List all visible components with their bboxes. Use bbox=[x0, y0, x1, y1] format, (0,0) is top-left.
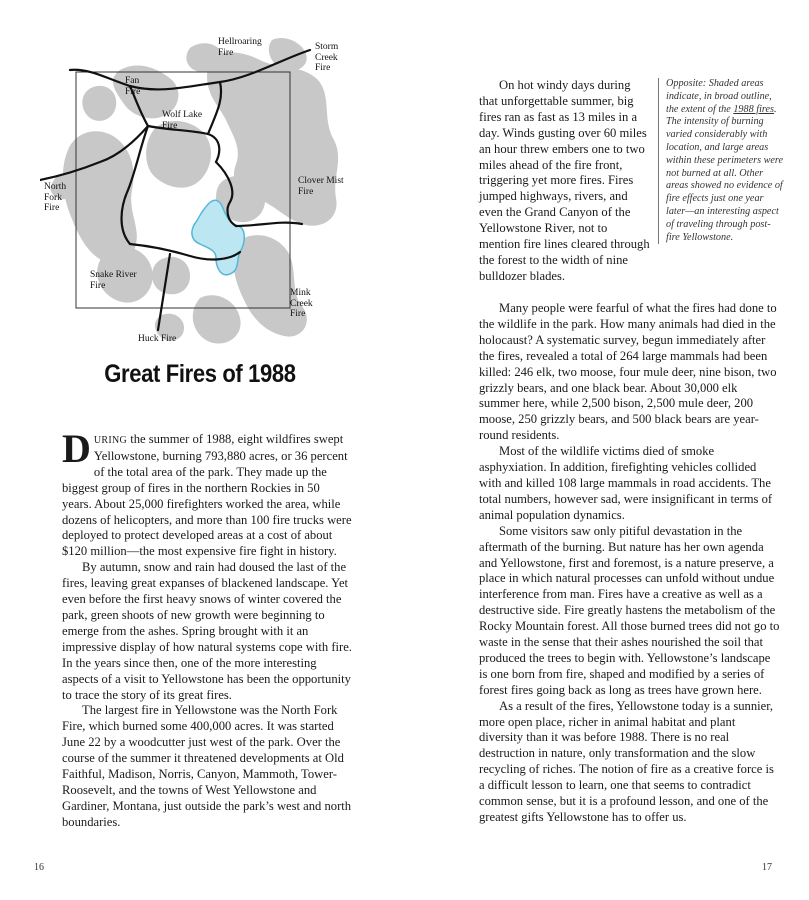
right-paragraph-5: As a result of the fires, Yellowstone today is a sunnier, more open place, richer in animal habitat and plant diversity than it was before 1988. There is no real destruction in nature, only transformation and the slow recycling of riches. The notion of fire as a creative force is a difficult lesson to learn, one that seems to contradict common sense, but it is a profound lesson, and one of the greatest gifts Yellowstone has to offer us. bbox=[479, 698, 774, 824]
caption-underlined: 1988 fires bbox=[733, 103, 774, 115]
label-storm-creek-fire: Storm Creek Fire bbox=[315, 42, 339, 73]
right-paragraph-4: Some visitors saw only pitiful devastation in the aftermath of the burning. But nature has her own agenda and Yellowstone, first and foremost, is a nature preserve, a place in which natural processes can unfold without undue interference from man. Fires have a creative as well as a destructive side. Fire greatly hastens the metabolism of the Rocky Mountain forest. All those burned trees did not go to waste in the sense that their ashes nourished the soil that produced the trees to begin with. Yellowstone’s landscape is one born from fire, shaped and modified by a series of forest fires going back as long as trees have grown here. bbox=[479, 523, 780, 697]
caption-suffix: . The intensity of burning varied considerably with location, and large areas within these perimeters were not burned at all. Other areas showed no evidence of fire effects just one year later—an interesting aspect of traveling through post-fire Yellowstone. bbox=[666, 103, 784, 243]
smallcaps-lead: URING bbox=[93, 435, 128, 446]
label-mink-creek-fire: Mink Creek Fire bbox=[290, 288, 313, 319]
label-wolf-lake-fire: Wolf Lake Fire bbox=[162, 110, 203, 131]
right-paragraph-3: Most of the wildlife victims died of smoke asphyxiation. In addition, firefighting vehicles collided with and killed 108 large mammals in road accidents. The total numbers, however sad, were insignificant in terms of animal population dynamics. bbox=[479, 444, 773, 522]
label-huck-fire: Huck Fire bbox=[138, 334, 177, 344]
right-paragraph-2: Many people were fearful of what the fires had done to the wildlife in the park. How many animals had died in the holocaust? A systematic survey, begun immediately after the fires, revealed a total of 264 large mammals had been killed: 246 elk, two moose, four mule deer, nine bison, two grizzly bears, and one black bear. About 30,000 elk summer here, while 2,500 bison, 2,500 mule deer, 200 moose, 250 grizzly bears, and 500 black bears are year-round residents. bbox=[479, 301, 777, 443]
label-hellroaring-fire: Hellroaring Fire bbox=[218, 37, 262, 58]
left-paragraph-1-text: the summer of 1988, eight wildfires swept Yellowstone, burning 793,880 acres, or 36 percent of the total area of the park. They made up the biggest group of fires in the northern Rockies in 50 years. About 25,000 firefighters worked the area, while dozens of helicopters, and more than 100 fire trucks were deployed to protect developed areas at a cost of about $120 million—the most expensive fire fight in history. bbox=[62, 432, 352, 559]
label-north-fork-fire: North Fork Fire bbox=[44, 182, 67, 213]
left-paragraph-2: By autumn, snow and rain had doused the last of the fires, leaving great expanses of blackened landscape. Yet even before the first heavy snows of winter covered the park, green shoots of new growth were beginning to emerge from the ashes. Spring brought with it an impressive display of how natural systems cope with fire. In the years since then, one of the more interesting aspects of a visit to Yellowstone has been the opportunity to trace the story of its great fires. bbox=[62, 560, 352, 702]
left-paragraph-3: The largest fire in Yellowstone was the North Fork Fire, which burned some 400,000 acres. It was started June 22 by a woodcutter just west of the park. Over the course of the summer it threatened developments at Old Faithful, Madison, Norris, Canyon, Mammoth, Tower-Roosevelt, and the towns of West Yellowstone and Gardiner, Montana, just outside the park’s west and north boundaries. bbox=[62, 703, 352, 829]
right-column-top bbox=[479, 78, 651, 285]
page-number-right: 17 bbox=[762, 862, 772, 873]
label-snake-river-fire: Snake River Fire bbox=[90, 270, 137, 291]
page-number-left: 16 bbox=[34, 862, 44, 873]
caption-prefix: Opposite: Shaded areas indicate, in broad outline, the extent of the bbox=[666, 78, 772, 115]
map-caption bbox=[658, 78, 784, 244]
left-column bbox=[62, 426, 352, 831]
label-clover-mist-fire: Clover Mist Fire bbox=[298, 176, 344, 197]
fire-map bbox=[40, 30, 370, 355]
page-title: Great Fires of 1988 bbox=[104, 360, 296, 388]
right-column bbox=[479, 301, 781, 826]
right-paragraph-1: On hot windy days during that unforgettable summer, big fires ran as fast as 13 miles in a day. Winds gusting over 60 miles an hour threw embers one to two miles ahead of the fire front, triggering yet more fires. Fires jumped highways, rivers, and even the Grand Canyon of the Yellowstone River, not to mention fire lines cleared through the forest to the width of nine bulldozer blades. bbox=[479, 78, 650, 283]
left-paragraph-1 bbox=[62, 426, 352, 560]
drop-cap: D bbox=[62, 426, 91, 471]
label-fan-fire: Fan Fire bbox=[125, 76, 141, 97]
